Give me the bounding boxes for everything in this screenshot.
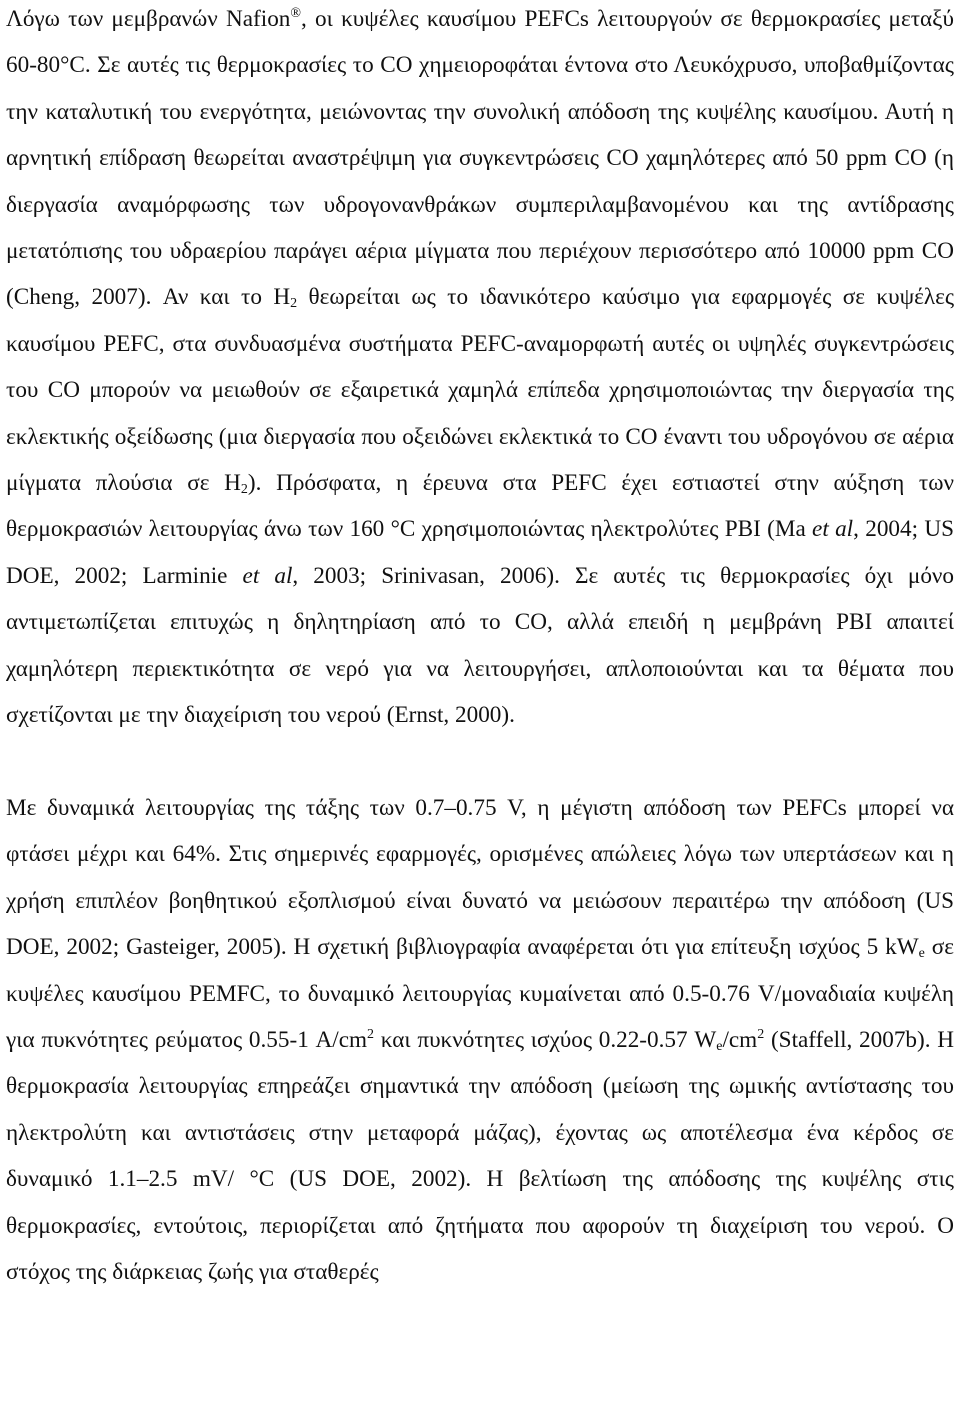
p1-text-1: Λόγω των μεμβρανών Nafion [6,6,291,32]
h2-subscript: 2 [240,482,248,498]
squared-superscript: 2 [757,1026,765,1042]
paragraph-gap [6,739,954,785]
e-subscript: e [716,1038,723,1054]
h2-subscript: 2 [290,296,298,312]
p1-text-5: , 2004; US DOE, 2002; Larminie [6,516,954,589]
p2-text-1: Με δυναμικά λειτουργίας της τάξης των 0.7–0.75 V, η μέγιστη απόδοση των PEFCs μπορεί να φτάσει μέχρι και 64%. Στις σημερινές εφαρμογές, ορισμένες απώλειες λόγω των υπερτάσεων και η χρήση επιπλέον βοηθητικού εξοπλισμού είναι δυνατό να μειώσουν περαιτέρω την απόδοση (US DOE, 2002; Gasteiger, 2005). Η σχετική βιβλιογραφία αναφέρεται ότι για επίτευξη ισχύος 5 kW [6,794,954,961]
squared-superscript: 2 [367,1026,375,1042]
citation-et-al: et al [242,562,293,589]
p1-text-6: , 2003; Srinivasan, 2006). Σε αυτές τις θερμοκρασίες όχι μόνο αντιμετωπίζεται επιτυχώς η δηλητηρίαση από το CO, αλλά επειδή η μεμβράνη PBI απαιτεί χαμηλότερη περιεκτικότητα σε νερό για να λειτουργήσει, απλοποιούνται και τα θέματα που σχετίζονται με την διαχείριση του νερού (Ernst, 2000). [6,562,954,729]
p2-text-5: (Staffell, 2007b). Η θερμοκρασία λειτουργίας επηρεάζει σημαντικά την απόδοση (μείωση της ωμικής αντίστασης του ηλεκτρολύτη και αντιστάσεις στην μεταφορά μάζας), έχοντας ως αποτέλεσμα ένα κέρδος σε δυναμικό 1.1–2.5 mV/ °C (US DOE, 2002). Η βελτίωση της απόδοσης της κυψέλης στις θερμοκρασίες, εντούτοις, περιορίζεται από ζητήματα που αφορούν τη διαχείριση του νερού. Ο στόχος της διάρκειας ζωής για σταθερές [6,1026,954,1285]
p2-text-3: και πυκνότητες ισχύος 0.22-0.57 W [374,1026,717,1053]
e-subscript: e [918,946,925,962]
paragraph-efficiency [6,785,954,1295]
paragraph-nafion-co-poisoning [6,0,954,739]
p1-text-3: θεωρείται ως το ιδανικότερο καύσιμο για εφαρμογές σε κυψέλες καυσίμου PEFC, στα συνδυασμένα συστήματα PEFC-αναμορφωτή αυτές οι υψηλές συγκεντρώσεις του CO μπορούν να μειωθούν σε εξαιρετικά χαμηλά επίπεδα χρησιμοποιώντας την διεργασία της εκλεκτικής οξείδωσης (μια διεργασία που οξειδώνει εκλεκτικά το CO έναντι του υδρογόνου σε αέρια μίγματα πλούσια σε H [6,284,955,497]
p1-text-4: ). Πρόσφατα, η έρευνα στα PEFC έχει εστιαστεί στην αύξηση των θερμοκρασιών λειτουργίας άνω των 160 °C χρησιμοποιώντας ηλεκτρολύτες PBI (Ma [6,470,954,543]
registered-mark: ® [290,6,302,21]
citation-et-al: et al [812,516,854,543]
p2-text-4: /cm [722,1026,758,1053]
p2-text-2: σε κυψέλες καυσίμου PEMFC, το δυναμικό λειτουργίας κυμαίνεται από 0.5-0.76 V/μοναδιαία κυψέλη για πυκνότητες ρεύματος 0.55-1 A/cm [6,934,954,1053]
p1-text-2: , οι κυψέλες καυσίμου PEFCs λειτουργούν σε θερμοκρασίες μεταξύ 60-80°C. Σε αυτές τις θερμοκρασίες το CO χημειοροφάται έντονα στο Λευκόχρυσο, υποβαθμίζοντας την καταλυτική του ενεργότητα, μειώνοντας την συνολική απόδοση της κυψέλης καυσίμου. Αυτή η αρνητική επίδραση θεωρείται αναστρέψιμη για συγκεντρώσεις CO χαμηλότερες από 50 ppm CO (η διεργασία αναμόρφωσης των υδρογονανθράκων συμπεριλαμβανομένου και της αντίδρασης μετατόπισης του υδραερίου παράγει αέρια μίγματα που περιέχουν περισσότερο από 10000 ppm CO (Cheng, 2007). Αν και το H [6,6,954,311]
